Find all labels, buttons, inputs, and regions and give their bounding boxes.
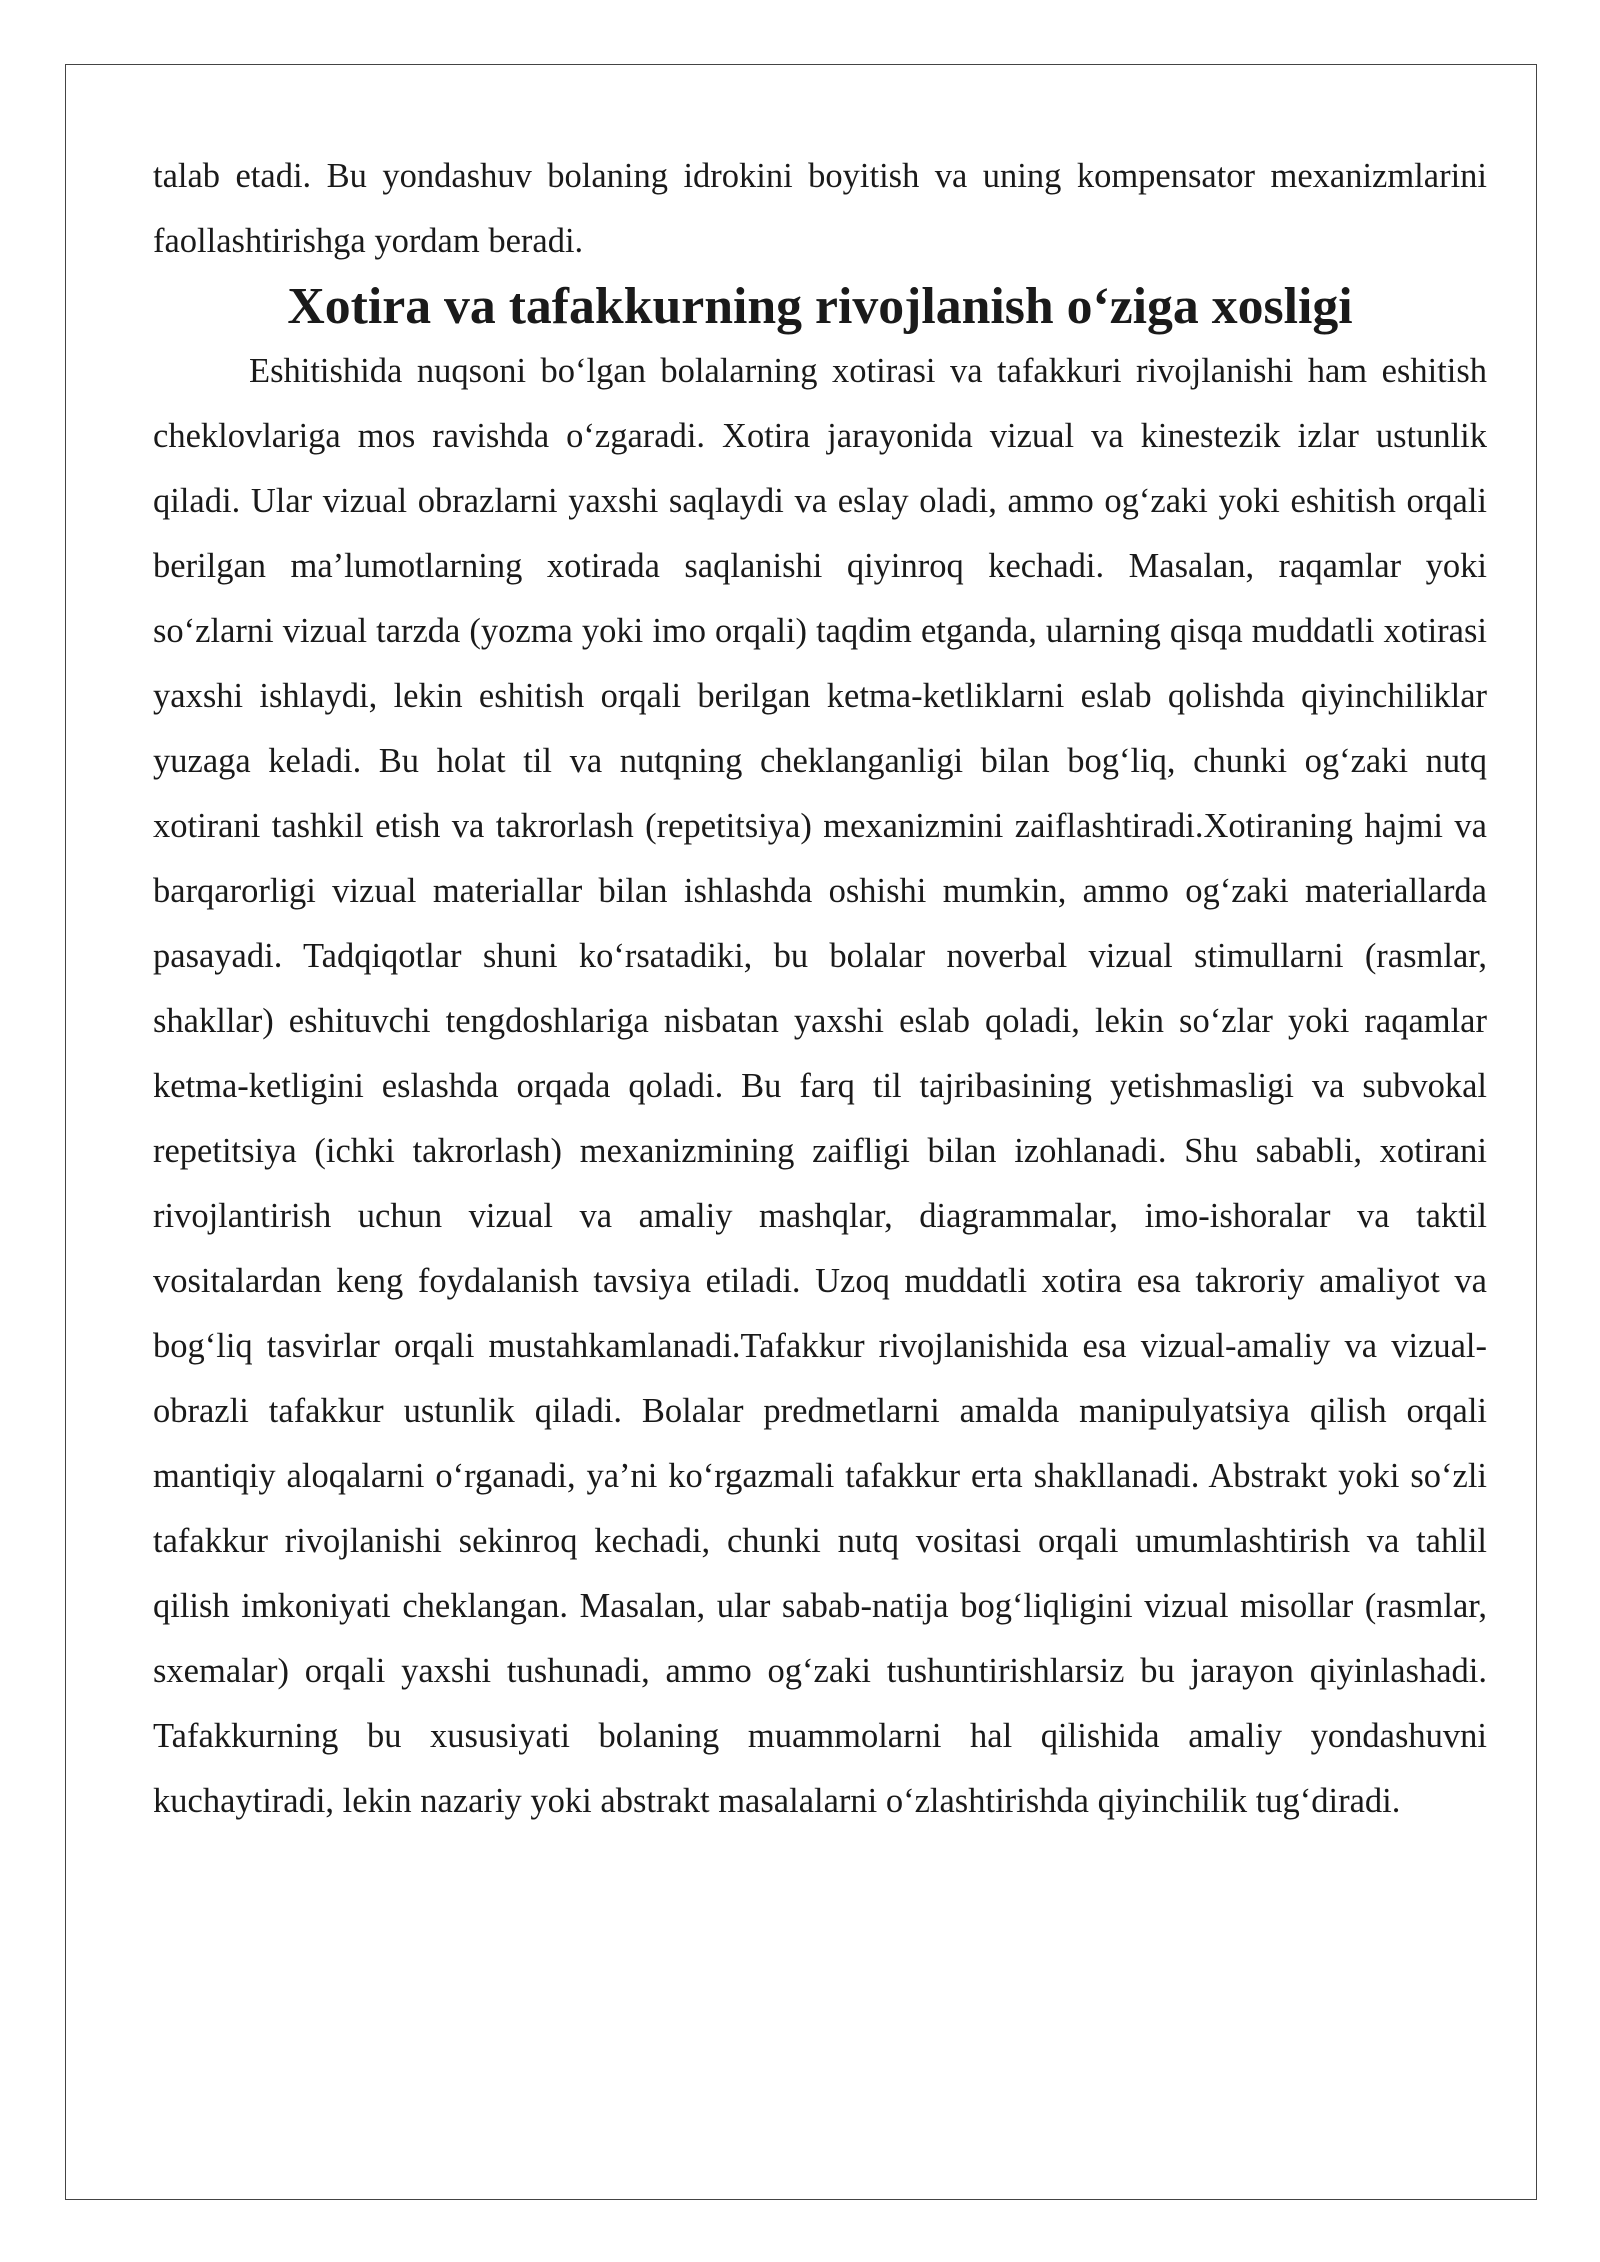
- paragraph-body: Eshitishida nuqsoni bo‘lgan bolalarning xotirasi va tafakkuri rivojlanishi ham eshitish cheklovlariga mos ravishda o‘zgaradi. Xotira jarayonida vizual va kinestezik izlar ustunlik qiladi. Ular vizual obrazlarni yaxshi saqlaydi va eslay oladi, ammo og‘zaki yoki eshitish orqali berilgan ma’lumotlarning xotirada saqlanishi qiyinroq kechadi. Masalan, raqamlar yoki so‘zlarni vizual tarzda (yozma yoki imo orqali) taqdim etganda, ularning qisqa muddatli xotirasi yaxshi ishlaydi, lekin eshitish orqali berilgan ketma-ketliklarni eslab qolishda qiyinchiliklar yuzaga keladi. Bu holat til va nutqning cheklanganligi bilan bog‘liq, chunki og‘zaki nutq xotirani tashkil etish va takrorlash (repetitsiya) mexanizmini zaiflashtiradi.Xotiraning hajmi va barqarorligi vizual materiallar bilan ishlashda oshishi mumkin, ammo og‘zaki materiallarda pasayadi. Tadqiqotlar shuni ko‘rsatadiki, bu bolalar noverbal vizual stimullarni (rasmlar, shakllar) eshituvchi tengdoshlariga nisbatan yaxshi eslab qoladi, lekin so‘zlar yoki raqamlar ketma-ketligini eslashda orqada qoladi. Bu farq til tajribasining yetishmasligi va subvokal repetitsiya (ichki takrorlash) mexanizmining zaifligi bilan izohlanadi. Shu sababli, xotirani rivojlantirish uchun vizual va amaliy mashqlar, diagrammalar, imo-ishoralar va taktil vositalardan keng foydalanish tavsiya etiladi. Uzoq muddatli xotira esa takroriy amaliyot va bog‘liq tasvirlar orqali mustahkamlanadi.Tafakkur rivojlanishida esa vizual-amaliy va vizual- obrazli tafakkur ustunlik qiladi. Bolalar predmetlarni amalda manipulyatsiya qilish orqali mantiqiy aloqalarni o‘rganadi, ya’ni ko‘rgazmali tafakkur erta shakllanadi. Abstrakt yoki so‘zli tafakkur rivojlanishi sekinroq kechadi, chunki nutq vositasi orqali umumlashtirish va tahlil qilish imkoniyati cheklangan. Masalan, ular sabab-natija bog‘liqligini vizual misollar (rasmlar, sxemalar) orqali yaxshi tushunadi, ammo og‘zaki tushuntirishlarsiz bu jarayon qiyinlashadi. Tafakkurning bu xususiyati bolaning muammolarni hal qilishida amaliy yondashuvni kuchaytiradi, lekin nazariy yoki abstrakt masalalarni o‘zlashtirishda qiyinchilik tug‘diradi.: [153, 352, 1487, 1820]
- document-body: [153, 144, 1487, 1834]
- section-heading: Xotira va tafakkurning rivojlanish o‘ziga xosligi: [287, 278, 1353, 335]
- paragraph-continuation: talab etadi. Bu yondashuv bolaning idrokini boyitish va uning kompensator mexanizmlarini faollashtirishga yordam beradi.: [153, 157, 1487, 260]
